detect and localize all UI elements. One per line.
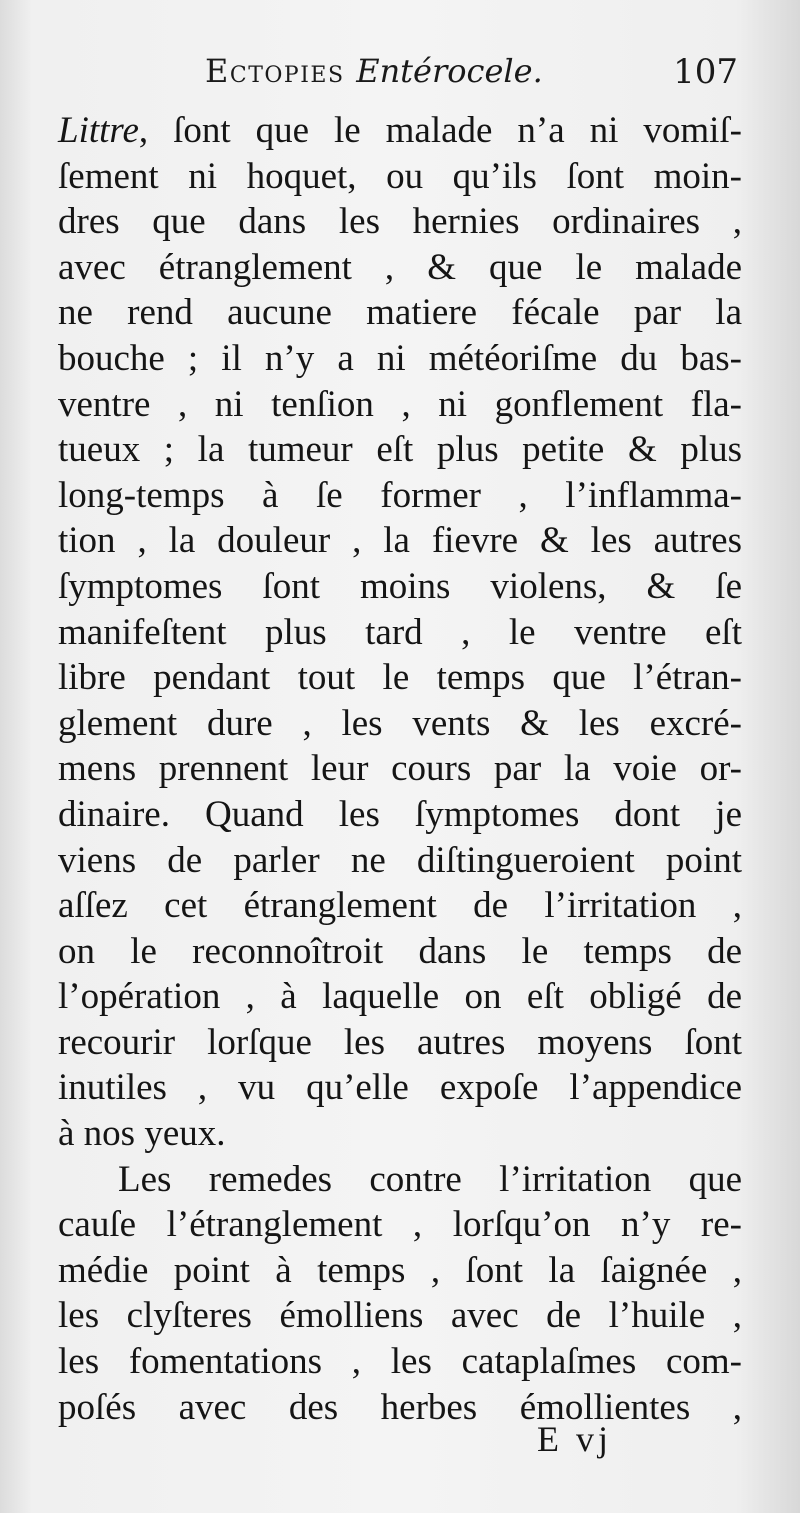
line-text: avec étranglement , & que le malade — [58, 246, 742, 288]
text-line — [58, 1293, 742, 1339]
text-line — [58, 1202, 742, 1248]
line-text: long-temps à ſe former , l’inflamma- — [58, 474, 742, 516]
text-line — [58, 1065, 742, 1111]
line-text: cauſe l’étranglement , lorſqu’on n’y re- — [58, 1204, 742, 1246]
line-text: on le reconnoîtroit dans le temps de — [58, 930, 742, 972]
line-text: tueux ; la tumeur eſt plus petite & plus — [58, 429, 742, 471]
text-line — [58, 290, 742, 336]
line-text: libre pendant tout le temps que l’étran- — [58, 657, 742, 699]
line-text: manifeſtent plus tard , le ventre eſt — [58, 611, 742, 653]
line-text: à nos yeux. — [58, 1113, 226, 1155]
line-text: Les remedes contre l’irritation que — [118, 1158, 742, 1200]
text-line — [58, 610, 742, 656]
line-text: viens de parler ne diſtingueroient point — [58, 839, 742, 881]
line-text: inutiles , vu qu’elle expoſe l’appendice — [58, 1067, 742, 1109]
text-line — [58, 974, 742, 1020]
text-line — [58, 199, 742, 245]
line-text: bouche ; il n’y a ni météoriſme du bas- — [58, 337, 742, 379]
text-line — [58, 746, 742, 792]
line-text: les clyſteres émolliens avec de l’huile , — [58, 1295, 742, 1337]
text-line — [58, 1111, 742, 1157]
page-number: 107 — [673, 52, 738, 92]
line-text: l’opération , à laquelle on eſt obligé de — [58, 976, 742, 1018]
text-line — [58, 1157, 742, 1203]
text-line — [58, 838, 742, 884]
line-text: recourir lorſque les autres moyens ſont — [58, 1021, 742, 1063]
text-line — [58, 154, 742, 200]
text-line — [58, 1339, 742, 1385]
text-line — [58, 427, 742, 473]
text-line — [58, 564, 742, 610]
line-text: ſement ni hoquet, ou qu’ils ſont moin- — [58, 155, 742, 197]
line-text: poſés avec des herbes émollientes , — [58, 1386, 742, 1428]
line-text: ſymptomes ſont moins violens, & ſe — [58, 565, 742, 607]
text-line — [58, 792, 742, 838]
text-line — [58, 1020, 742, 1066]
line-text: les fomentations , les cataplaſmes com- — [58, 1341, 742, 1383]
running-header — [205, 48, 738, 106]
line-text: médie point à temps , ſont la ſaignée , — [58, 1249, 742, 1291]
text-body — [58, 108, 742, 1430]
line-text: aſſez cet étranglement de l’irritation , — [58, 885, 742, 927]
text-line — [58, 245, 742, 291]
text-line — [58, 336, 742, 382]
line-text: ventre , ni tenſion , ni gonflement fla- — [58, 383, 742, 425]
line-text: dres que dans les hernies ordinaires , — [58, 201, 742, 243]
text-line — [58, 1385, 742, 1431]
header-title-text: Ectopies — [205, 52, 357, 90]
header-title — [205, 52, 543, 90]
text-line — [58, 518, 742, 564]
line-text: dinaire. Quand les ſymptomes dont je — [58, 793, 742, 835]
text-line — [58, 655, 742, 701]
text-line — [58, 108, 742, 154]
text-line — [58, 473, 742, 519]
text-line — [58, 883, 742, 929]
text-line — [58, 701, 742, 747]
line-text: ne rend aucune matiere fécale par la — [58, 292, 742, 334]
text-line — [58, 929, 742, 975]
line-text: , ſont que le malade n’a ni vomiſ- — [138, 110, 742, 151]
line-text: mens prennent leur cours par la voie or- — [58, 748, 742, 790]
line-text: glement dure , les vents & les excré- — [58, 702, 742, 744]
signature-mark: E vj — [537, 1419, 612, 1459]
line-text: tion , la douleur , la fievre & les autres — [58, 520, 742, 562]
line-italic-word: Littre — [58, 110, 139, 151]
text-line — [58, 382, 742, 428]
text-line — [58, 1248, 742, 1294]
header-subtitle: Entérocele. — [356, 52, 543, 90]
